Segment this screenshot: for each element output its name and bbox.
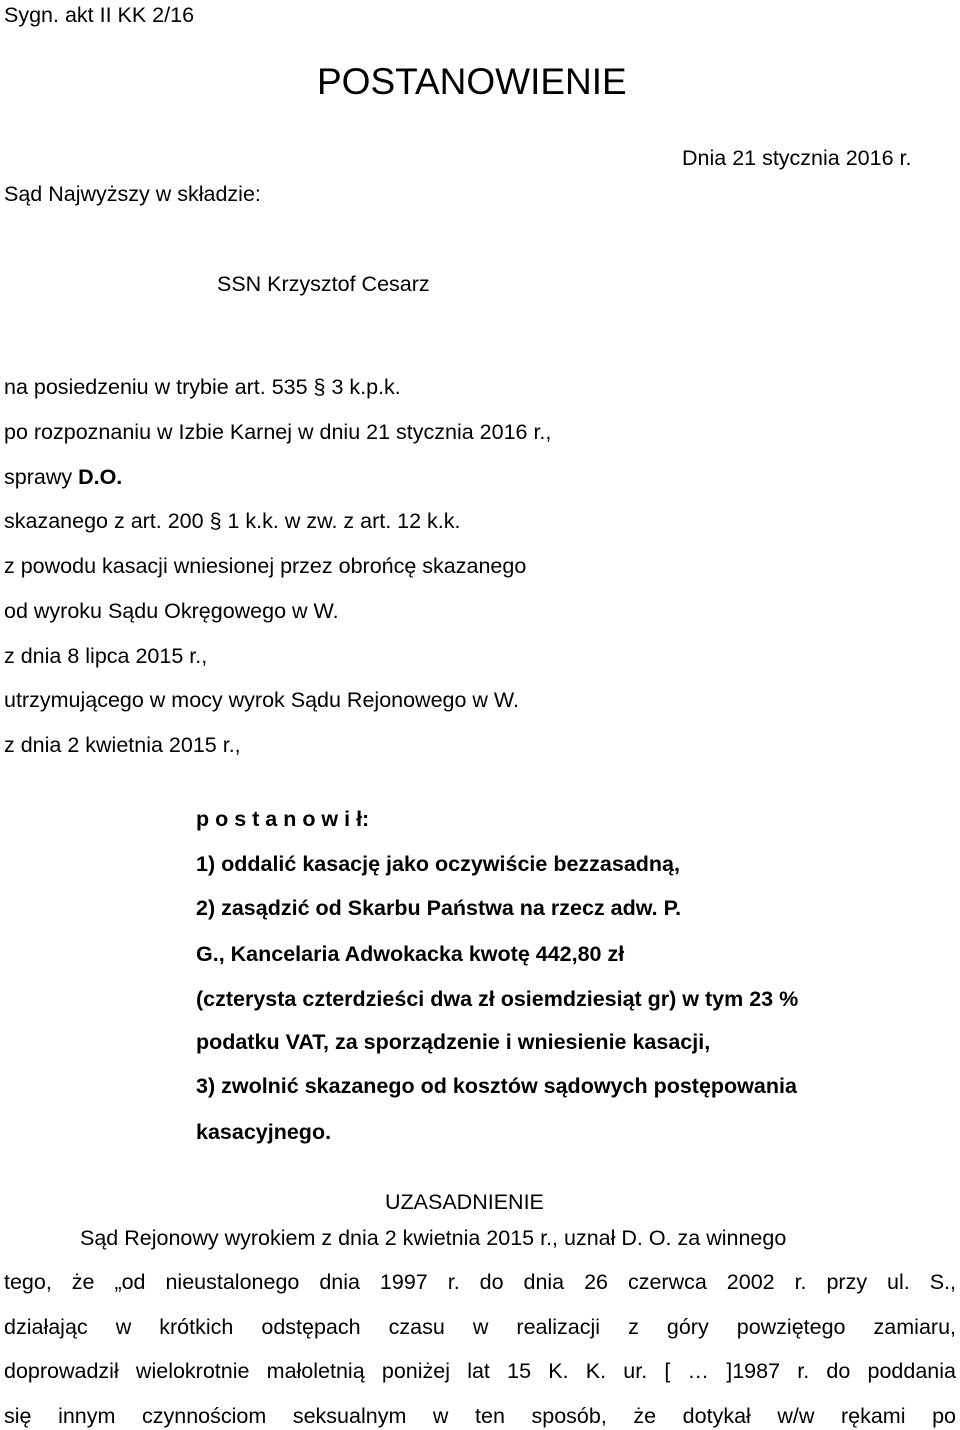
case-detail-line: na posiedzeniu w trybie art. 535 § 3 k.p.k.	[4, 375, 401, 399]
ruling-heading: p o s t a n o w i ł:	[196, 807, 370, 831]
ruling-line: 1) oddalić kasację jako oczywiście bezzasadną,	[196, 852, 680, 876]
judge-name: SSN Krzysztof Cesarz	[217, 272, 430, 296]
case-detail-line: z powodu kasacji wniesionej przez obrońcę skazanego	[4, 554, 527, 578]
ruling-line: (czterysta czterdzieści dwa zł osiemdziesiąt gr) w tym 23 %	[196, 987, 799, 1011]
ruling-line: podatku VAT, za sporządzenie i wniesienie kasacji,	[196, 1030, 711, 1054]
justification-line: tego, że „od nieustalonego dnia 1997 r. do dnia 26 czerwca 2002 r. przy ul. S.,	[4, 1270, 956, 1294]
court-composition-label: Sąd Najwyższy w składzie:	[4, 182, 261, 206]
case-detail-text: sprawy	[4, 465, 79, 489]
justification-line: działając w krótkich odstępach czasu w realizacji z góry powziętego zamiaru,	[4, 1315, 956, 1339]
ruling-line: 2) zasądzić od Skarbu Państwa na rzecz adw. P.	[196, 896, 682, 920]
case-detail-line: z dnia 2 kwietnia 2015 r.,	[4, 733, 241, 757]
case-signature: Sygn. akt II KK 2/16	[4, 3, 195, 27]
case-detail-line: skazanego z art. 200 § 1 k.k. w zw. z art. 12 k.k.	[4, 509, 461, 533]
justification-line: doprowadził wielokrotnie małoletnią poniżej lat 15 K. K. ur. [ … ]1987 r. do poddania	[4, 1359, 956, 1383]
ruling-line: 3) zwolnić skazanego od kosztów sądowych postępowania	[196, 1074, 797, 1098]
case-detail-line: od wyroku Sądu Okręgowego w W.	[4, 599, 339, 623]
case-detail-line: po rozpoznaniu w Izbie Karnej w dniu 21 stycznia 2016 r.,	[4, 420, 552, 444]
ruling-line: kasacyjnego.	[196, 1120, 332, 1144]
justification-line: Sąd Rejonowy wyrokiem z dnia 2 kwietnia 2015 r., uznał D. O. za winnego	[80, 1226, 787, 1250]
document-date: Dnia 21 stycznia 2016 r.	[682, 146, 912, 170]
case-party: D.O.	[78, 465, 123, 489]
ruling-line: G., Kancelaria Adwokacka kwotę 442,80 zł	[196, 942, 625, 966]
justification-heading: UZASADNIENIE	[385, 1190, 544, 1214]
case-detail-line	[4, 464, 122, 490]
justification-line: się innym czynnościom seksualnym w ten sposób, że dotykał w/w rękami po	[4, 1404, 956, 1428]
case-detail-line: z dnia 8 lipca 2015 r.,	[4, 644, 208, 668]
document-title: POSTANOWIENIE	[317, 61, 627, 102]
case-detail-line: utrzymującego w mocy wyrok Sądu Rejonowego w W.	[4, 688, 520, 712]
